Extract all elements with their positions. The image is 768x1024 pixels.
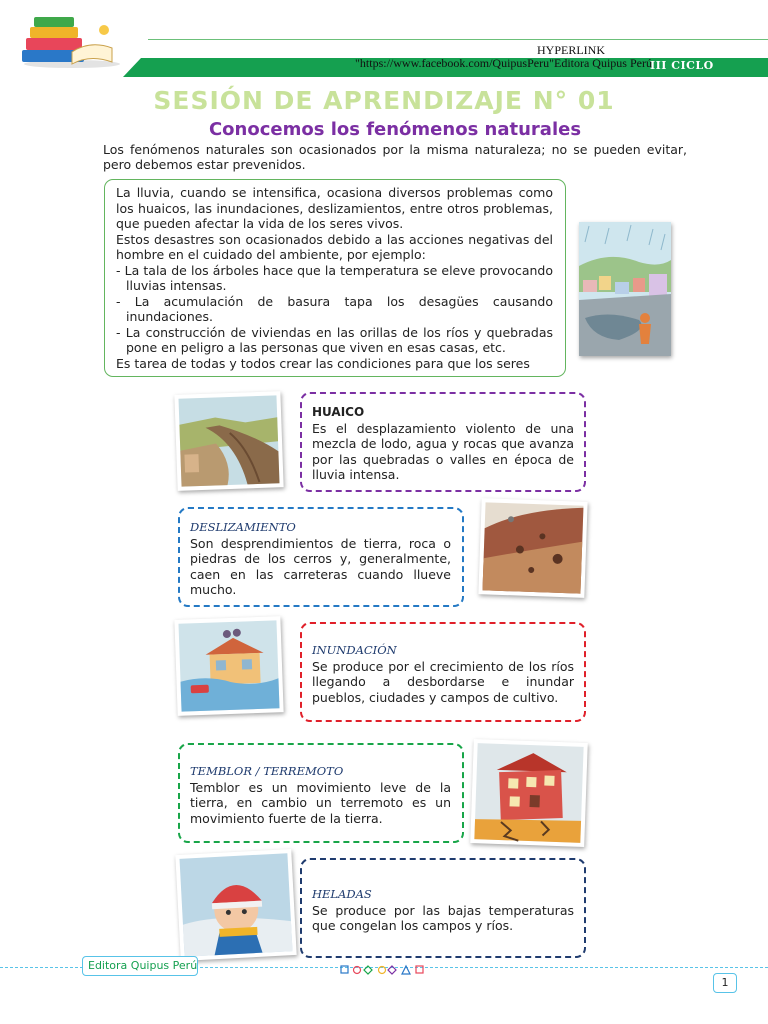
deslizamiento-title: DESLIZAMIENTO (190, 520, 296, 534)
terremoto-card-text (190, 764, 451, 826)
inundacion-illustration (174, 616, 283, 716)
header-rule (148, 39, 768, 40)
heladas-illustration (175, 849, 296, 961)
page-number: 1 (713, 973, 737, 993)
huaico-title: HUAICO (312, 405, 365, 419)
info-paragraph-2: Estos desastres son ocasionados debido a las acciones negativas del hombre en el cuidado del ambiente, por ejemplo: (116, 231, 553, 262)
hyperlink-label: HYPERLINK (537, 43, 605, 57)
info-box-text (116, 185, 553, 371)
terremoto-illustration (470, 739, 588, 847)
huaico-card-text (312, 405, 574, 483)
deslizamiento-card-text (190, 520, 451, 598)
info-bullet-2: - La acumulación de basura tapa los desagües causando inundaciones. (116, 293, 553, 324)
facebook-link[interactable]: "https://www.facebook.com/QuipusPeru"Editora Quipus Perú (355, 56, 652, 70)
rain-city-illustration (579, 222, 671, 356)
info-bullet-1: - La tala de los árboles hace que la temperatura se eleve provocando lluvias intensas. (116, 262, 553, 293)
info-paragraph-3: Es tarea de todas y todos crear las condiciones para que los seres (116, 355, 530, 371)
books-logo (12, 12, 124, 74)
deslizamiento-illustration (478, 498, 587, 598)
huaico-description: Es el desplazamiento violento de una mezcla de lodo, agua y rocas que avanza por las quebradas o valles en época de lluvia intensa. (312, 420, 574, 482)
intro-paragraph: Los fenómenos naturales son ocasionados por la misma naturaleza; no se pueden evitar, pero debemos estar prevenidos. (103, 142, 687, 172)
deslizamiento-description: Son desprendimientos de tierra, roca o piedras de los cerros y, generalmente, caen en las carreteras cuando llueve mucho. (190, 535, 451, 597)
page-subtitle: Conocemos los fenómenos naturales (208, 119, 582, 140)
terremoto-description: Temblor es un movimiento leve de la tierra, en cambio un terremoto es un movimiento fuerte de la tierra. (190, 779, 451, 826)
cycle-label: III CICLO (650, 59, 714, 72)
huaico-illustration (174, 391, 283, 491)
footer-shapes-decoration (340, 961, 436, 980)
page-title: SESIÓN DE APRENDIZAJE N° 01 (153, 86, 615, 115)
inundacion-description: Se produce por el crecimiento de los ríos llegando a desbordarse e inundar pueblos, ciudades y campos de cultivo. (312, 658, 574, 705)
heladas-title: HELADAS (312, 887, 372, 901)
heladas-card-text (312, 887, 574, 934)
info-paragraph-1: La lluvia, cuando se intensifica, ocasiona diversos problemas como los huaicos, las inundaciones, deslizamientos, entre otros problemas, que pueden afectar la vida de los seres vivos. (116, 185, 553, 231)
inundacion-card-text (312, 643, 574, 705)
terremoto-title: TEMBLOR / TERREMOTO (190, 764, 344, 778)
footer-publisher: Editora Quipus Perú (88, 959, 198, 972)
heladas-description: Se produce por las bajas temperaturas que congelan los campos y ríos. (312, 902, 574, 933)
info-bullet-3: - La construcción de viviendas en las orillas de los ríos y quebradas pone en peligro a las personas que viven en esas casas, etc. (116, 324, 553, 355)
inundacion-title: INUNDACIÓN (312, 643, 397, 657)
